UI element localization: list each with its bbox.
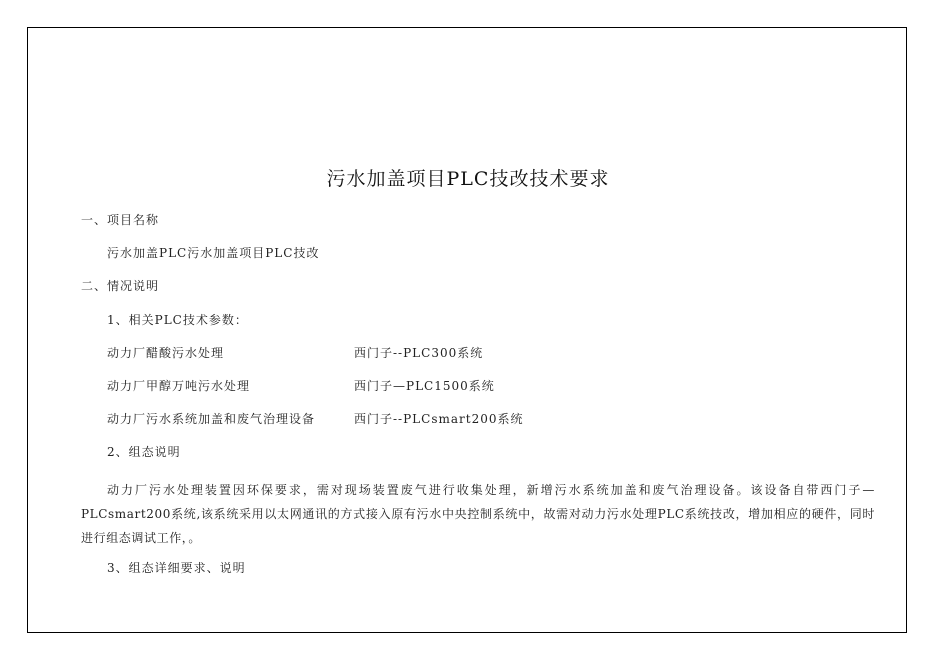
param-system: 西门子--PLCsmart200系统: [354, 412, 524, 426]
param-name: 动力厂醋酸污水处理: [107, 346, 225, 360]
project-name-text: 污水加盖PLC污水加盖项目PLC技改: [107, 246, 320, 260]
config-description-paragraph: 动力厂污水处理装置因环保要求，需对现场装置废气进行收集处理，新增污水系统加盖和废气治理设备。该设备自带西门子—PLCsmart200系统,该系统采用以太网通讯的方式接入原有污水中央控制系统中，故需对动力污水处理PLC系统技改，增加相应的硬件，同时进行组态调试工作，。: [81, 483, 875, 545]
param-system: 西门子--PLC300系统: [354, 346, 484, 360]
subheading-config-details: 3、组态详细要求、说明: [107, 561, 246, 575]
param-system: 西门子—PLC1500系统: [354, 379, 495, 393]
section-heading-project-name: 一、项目名称: [81, 213, 160, 227]
subheading-plc-params: 1、相关PLC技术参数：: [107, 313, 248, 327]
section-heading-situation: 二、情况说明: [81, 279, 160, 293]
document-title: 污水加盖项目PLC技改技术要求: [326, 168, 610, 190]
param-name: 动力厂甲醇万吨污水处理: [107, 379, 251, 393]
param-name: 动力厂污水系统加盖和废气治理设备: [107, 412, 316, 426]
subheading-config: 2、组态说明: [107, 445, 181, 459]
